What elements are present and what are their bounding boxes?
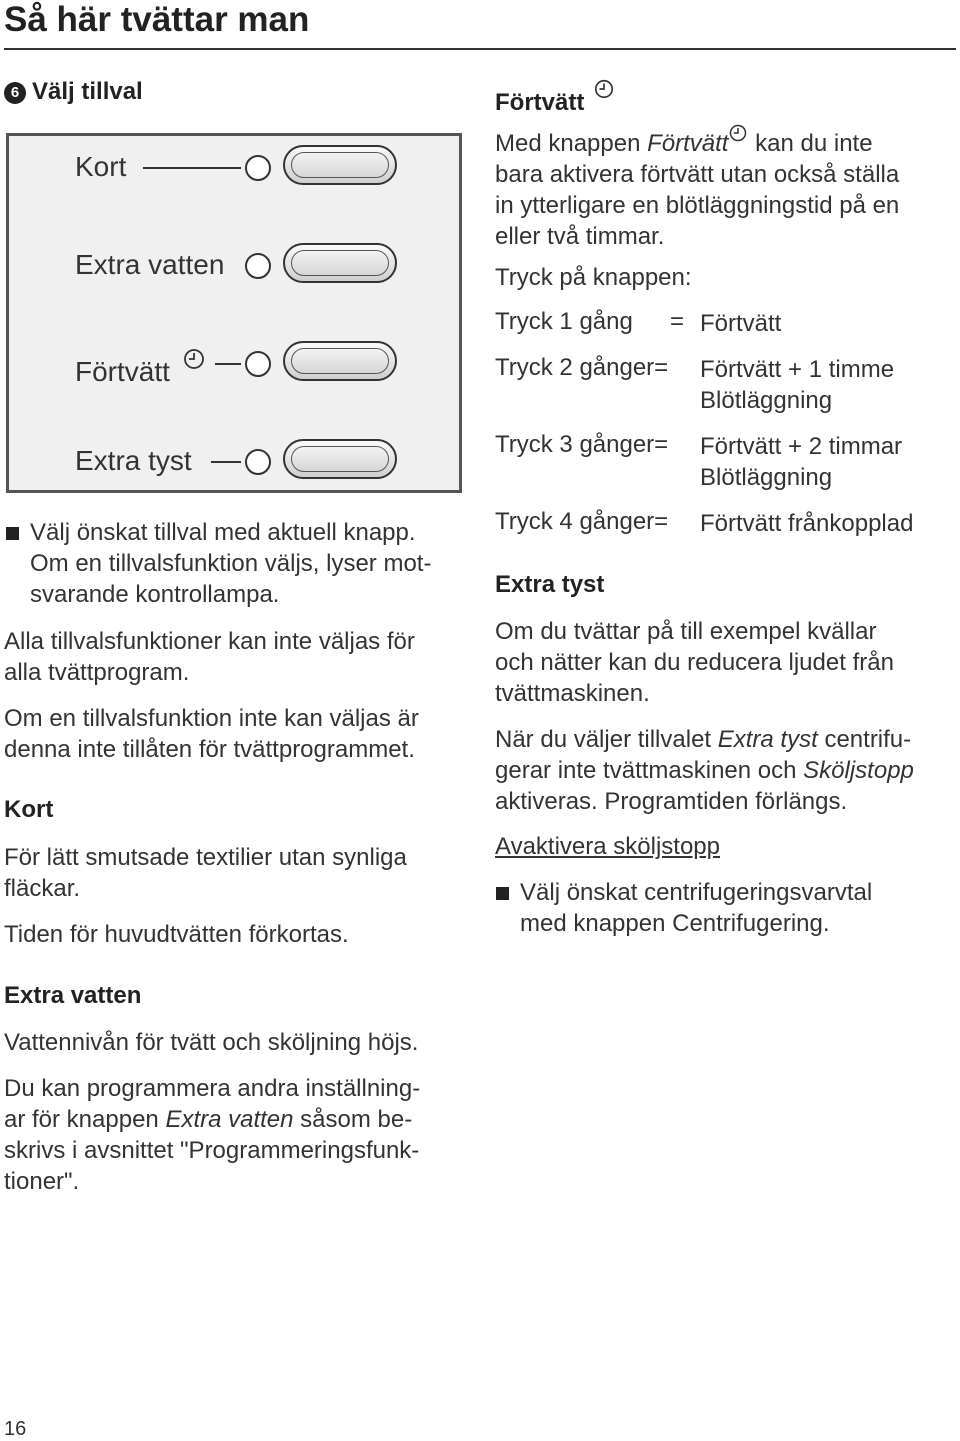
avaktivera-skoljstopp-heading: Avaktivera sköljstopp <box>495 833 720 860</box>
press-result-line: Blötläggning <box>700 387 833 414</box>
text-span: kan du inte <box>748 130 873 157</box>
section-heading-extra-vatten: Extra vatten <box>4 982 142 1009</box>
bullet-select-option <box>30 517 431 610</box>
press-result-line: Blötläggning <box>700 464 833 491</box>
clock-icon <box>728 123 748 143</box>
press-result-line: Förtvätt + 2 timmar <box>700 433 903 460</box>
kort-button <box>283 145 397 185</box>
panel-row-extra-tyst <box>9 437 459 487</box>
fortvatt-button <box>283 341 397 381</box>
panel-leader-line <box>215 363 241 365</box>
text-line: denna inte tillåten för tvättprogrammet. <box>4 736 415 763</box>
press-intro: Tryck på knappen: <box>495 264 692 291</box>
text-line: Tiden för huvudtvätten förkortas. <box>4 921 349 948</box>
text-span: centrifu- <box>817 726 912 753</box>
equals-sign: = <box>670 308 685 335</box>
step-number-badge: 6 <box>4 82 26 104</box>
extra-vatten-description <box>4 1027 420 1197</box>
text-line: alla tvättprogram. <box>4 659 190 686</box>
emphasis-text: Förtvätt <box>647 130 729 157</box>
panel-row-fortvatt <box>9 339 459 389</box>
section-heading-fortvatt <box>495 78 615 117</box>
text-line: Välj önskat centrifugeringsvarvtal <box>520 879 873 906</box>
extra-vatten-button <box>283 243 397 283</box>
kort-description <box>4 842 407 950</box>
text-line: Om en tillvalsfunktion väljs, lyser mot- <box>30 550 432 577</box>
panel-label-fortvatt-text: Förtvätt <box>75 356 170 387</box>
bullet-marker <box>496 887 509 900</box>
extra-tyst-description <box>495 616 914 817</box>
press-result <box>700 354 894 416</box>
indicator-lamp <box>245 253 271 279</box>
text-line <box>495 123 899 159</box>
text-line: Du kan programmera andra inställning- <box>4 1075 421 1102</box>
press-result <box>700 431 902 493</box>
text-line: Om en tillvalsfunktion inte kan väljas är <box>4 705 419 732</box>
text-span: såsom be- <box>293 1106 413 1133</box>
control-panel-illustration <box>6 133 462 493</box>
text-line: och nätter kan du reducera ljudet från <box>495 649 894 676</box>
text-line: eller två timmar. <box>495 223 665 250</box>
paragraph-not-allowed <box>4 703 419 765</box>
panel-label-extra-tyst: Extra tyst <box>75 445 192 476</box>
section-heading-kort: Kort <box>4 796 54 823</box>
page-title: Så här tvättar man <box>4 0 310 39</box>
text-line: aktiveras. Programtiden förlängs. <box>495 788 848 815</box>
text-span: ar för knappen <box>4 1106 166 1133</box>
text-line: tioner". <box>4 1168 80 1195</box>
press-result: Förtvätt frånkopplad <box>700 510 914 537</box>
text-line <box>495 755 914 786</box>
press-result: Förtvätt <box>700 310 782 337</box>
panel-row-kort <box>9 143 459 193</box>
extra-tyst-button <box>283 439 397 479</box>
text-span: När du väljer tillvalet <box>495 726 718 753</box>
press-count: Tryck 1 gång <box>495 308 633 335</box>
text-line: Vattennivån för tvätt och sköljning höjs. <box>4 1029 419 1056</box>
text-line: med knappen Centrifugering. <box>520 910 830 937</box>
header-divider <box>4 48 956 50</box>
panel-label-extra-vatten: Extra vatten <box>75 249 225 280</box>
indicator-lamp <box>245 351 271 377</box>
panel-label-kort: Kort <box>75 151 127 182</box>
text-line: Välj önskat tillval med aktuell knapp. <box>30 519 416 546</box>
press-count: Tryck 3 gånger= <box>495 431 669 458</box>
emphasis-text: Extra tyst <box>717 726 818 753</box>
text-line: fläckar. <box>4 875 81 902</box>
press-count: Tryck 4 gånger= <box>495 508 669 535</box>
bullet-select-spin-speed <box>520 877 872 939</box>
clock-icon <box>182 347 206 371</box>
text-line: Alla tillvalsfunktioner kan inte väljas för <box>4 628 415 655</box>
text-span: Med knappen <box>495 130 648 157</box>
step-heading <box>4 78 143 106</box>
text-line: svarande kontrollampa. <box>30 581 280 608</box>
clock-icon <box>593 78 615 100</box>
bullet-marker <box>6 527 19 540</box>
press-result-line: Förtvätt + 1 timme <box>700 356 895 383</box>
text-line: För lätt smutsade textilier utan synliga <box>4 844 407 871</box>
text-line: tvättmaskinen. <box>495 680 650 707</box>
text-line <box>495 724 914 755</box>
page-number: 16 <box>4 1418 27 1440</box>
fortvatt-description <box>495 123 899 252</box>
text-line: skrivs i avsnittet "Programmeringsfunk- <box>4 1137 420 1164</box>
emphasis-text: Extra vatten <box>165 1106 294 1133</box>
text-line <box>4 1104 420 1135</box>
section-heading-extra-tyst: Extra tyst <box>495 571 605 598</box>
press-count: Tryck 2 gånger= <box>495 354 669 381</box>
paragraph-not-all-programs <box>4 626 415 688</box>
text-line: Om du tvättar på till exempel kvällar <box>495 618 877 645</box>
text-line: in ytterligare en blötläggningstid på en <box>495 192 900 219</box>
text-line: bara aktivera förtvätt utan också ställa <box>495 161 900 188</box>
text-span: gerar inte tvättmaskinen och <box>495 757 804 784</box>
panel-label-fortvatt <box>75 347 206 388</box>
panel-leader-line <box>211 461 241 463</box>
emphasis-text: Sköljstopp <box>803 757 914 784</box>
step-heading-text: Välj tillval <box>32 78 143 105</box>
panel-row-extra-vatten <box>9 241 459 291</box>
section-heading-fortvatt-text: Förtvätt <box>495 89 585 116</box>
indicator-lamp <box>245 449 271 475</box>
panel-leader-line <box>143 167 241 169</box>
indicator-lamp <box>245 155 271 181</box>
